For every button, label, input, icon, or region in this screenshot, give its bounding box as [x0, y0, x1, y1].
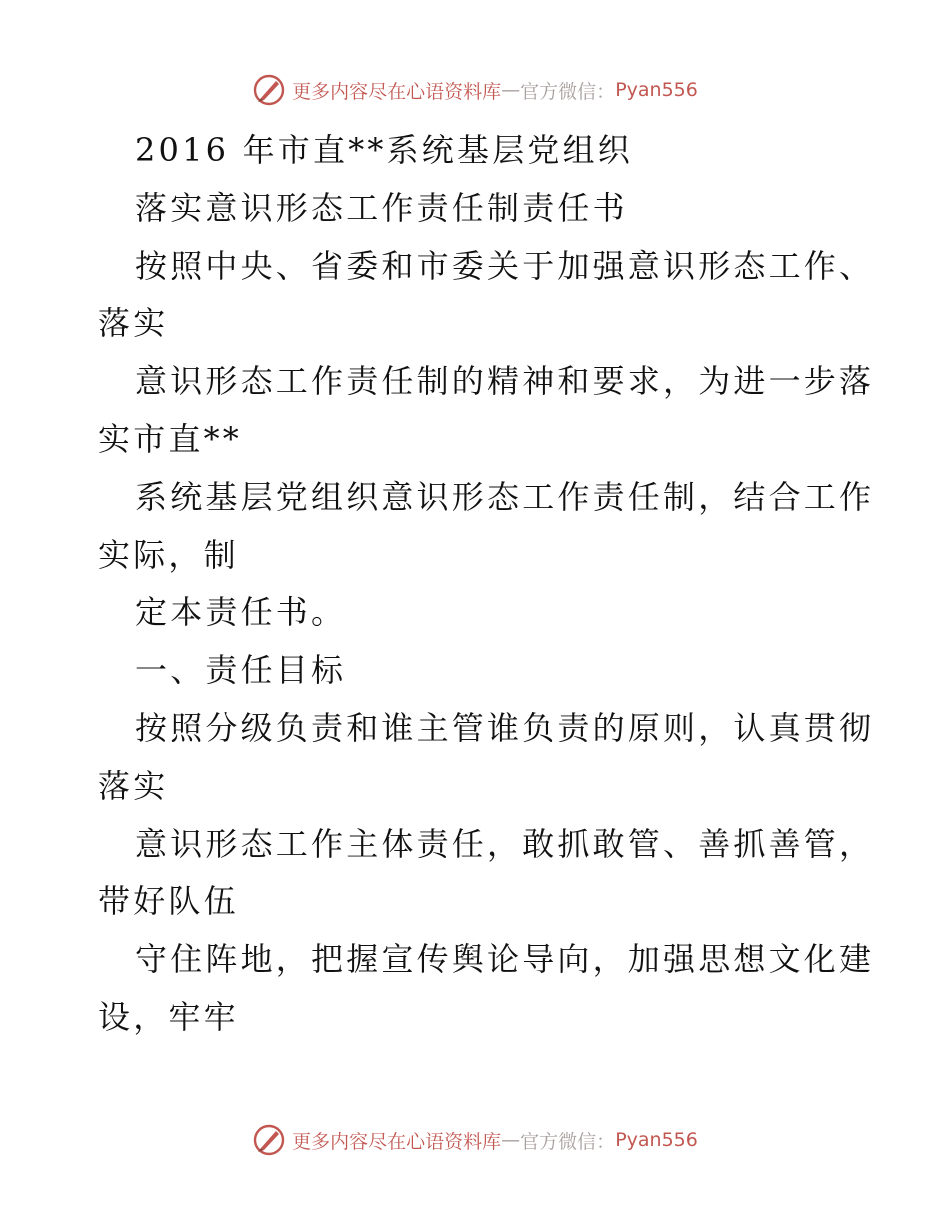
- document-line: 一、责任目标: [135, 651, 347, 690]
- document-line: 系统基层党组织意识形态工作责任制，结合工作: [135, 477, 875, 516]
- quill-logo-icon: [252, 73, 286, 107]
- document-line: 带好队伍: [98, 882, 239, 921]
- document-line: 按照分级负责和谁主管谁负责的原则，认真贯彻: [135, 708, 875, 747]
- watermark-main-text: 更多内容尽在心语资料库: [292, 1130, 502, 1153]
- document-line: 实际，制: [98, 535, 239, 574]
- watermark-separator: —: [501, 1129, 521, 1151]
- document-line: 设，牢牢: [98, 997, 239, 1036]
- watermark-main-text: 更多内容尽在心语资料库: [292, 80, 502, 103]
- watermark-wechat-id: Pyan556: [615, 1129, 698, 1151]
- watermark-sub-text: 官方微信：: [520, 1130, 616, 1153]
- document-body: [98, 122, 875, 1047]
- footer-watermark: [0, 1120, 950, 1160]
- quill-logo-icon: [252, 1123, 286, 1157]
- document-line: 意识形态工作责任制的精神和要求，为进一步落: [135, 362, 875, 401]
- document-line: 守住阵地，把握宣传舆论导向，加强思想文化建: [135, 940, 875, 979]
- document-line: 落实意识形态工作责任制责任书: [135, 188, 628, 227]
- document-line: 落实: [98, 766, 169, 805]
- watermark-wechat-id: Pyan556: [615, 79, 698, 101]
- header-watermark: [0, 70, 950, 110]
- document-line: 实市直**: [98, 419, 243, 458]
- watermark-sub-text: 官方微信：: [520, 80, 616, 103]
- document-line: 2016 年市直**系统基层党组织: [135, 131, 634, 169]
- document-line: 意识形态工作主体责任，敢抓敢管、善抓善管，: [135, 824, 875, 863]
- watermark-separator: —: [501, 79, 521, 101]
- document-line: 落实: [98, 304, 169, 343]
- document-line: 按照中央、省委和市委关于加强意识形态工作、: [135, 246, 875, 285]
- document-line: 定本责任书。: [135, 593, 347, 632]
